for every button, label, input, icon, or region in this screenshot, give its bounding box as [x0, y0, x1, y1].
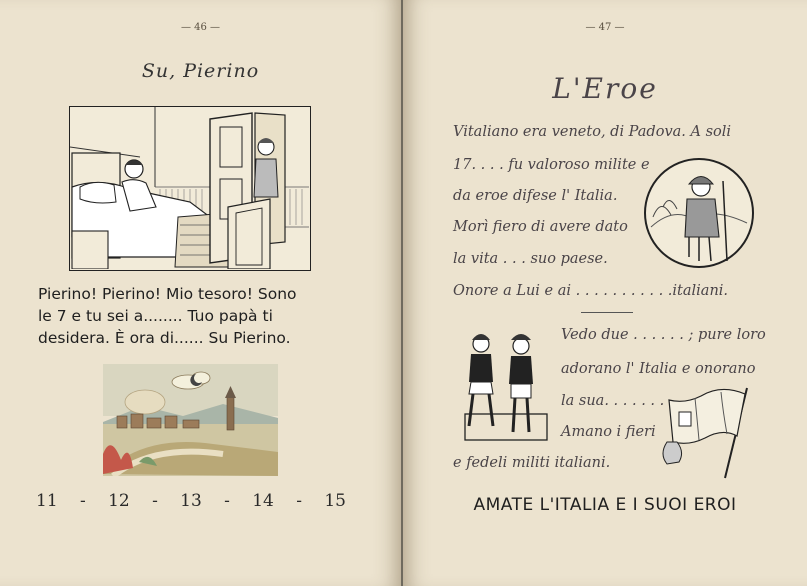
paragraph-line: la sua. . . . . . . — [561, 393, 665, 409]
number-item: 15 — [324, 491, 346, 511]
text-line: Pierino! Pierino! Mio tesoro! Sono — [38, 285, 297, 303]
motto-text: AMATE L'ITALIA E I SUOI EROI — [473, 495, 737, 515]
text-line: le 7 e tu sei a........ Tuo papà ti — [38, 307, 273, 325]
bedroom-illustration — [69, 106, 311, 271]
paragraph-line: Onore a Lui e ai . . . . . . . . . . .italiani. — [453, 283, 729, 299]
number-item: 13 — [180, 491, 202, 511]
text-line: desidera. È ora di...... Su Pierino. — [38, 329, 291, 347]
number-item: 14 — [252, 491, 274, 511]
paragraph-line: 17. . . . fu valoroso milite e — [453, 157, 650, 173]
two-boys-illustration — [459, 322, 551, 444]
number-sequence — [36, 491, 346, 511]
soldier-medallion-illustration — [643, 157, 755, 269]
left-page — [0, 0, 401, 586]
village-landscape-illustration — [103, 364, 278, 476]
paragraph-line: Morì fiero di avere dato — [453, 219, 628, 235]
paragraph-line: Amano i fieri — [561, 424, 656, 440]
right-page — [403, 0, 807, 586]
page-title-right: L'Eroe — [552, 72, 658, 105]
page-number-left: — 46 — — [180, 22, 221, 33]
paragraph-line: la vita . . . suo paese. — [453, 251, 608, 267]
paragraph-line: e fedeli militi italiani. — [453, 455, 611, 471]
number-item: 11 — [36, 491, 58, 511]
paragraph-line: Vitaliano era veneto, di Padova. A soli — [453, 124, 732, 140]
separator-line — [581, 312, 633, 313]
paragraph-line: adorano l' Italia e onorano — [561, 361, 756, 377]
dash: - — [79, 491, 86, 511]
page-number-right: — 47 — — [585, 22, 625, 33]
flag-illustration — [661, 382, 753, 480]
dash: - — [224, 491, 230, 511]
paragraph-line: da eroe difese l' Italia. — [453, 188, 618, 204]
page-title-left: Su, Pierino — [141, 60, 260, 82]
left-page-text — [38, 283, 358, 349]
dash: - — [296, 491, 302, 511]
number-item: 12 — [108, 491, 130, 511]
dash: - — [152, 491, 158, 511]
paragraph-line: Vedo due . . . . . . ; pure loro — [561, 327, 766, 343]
